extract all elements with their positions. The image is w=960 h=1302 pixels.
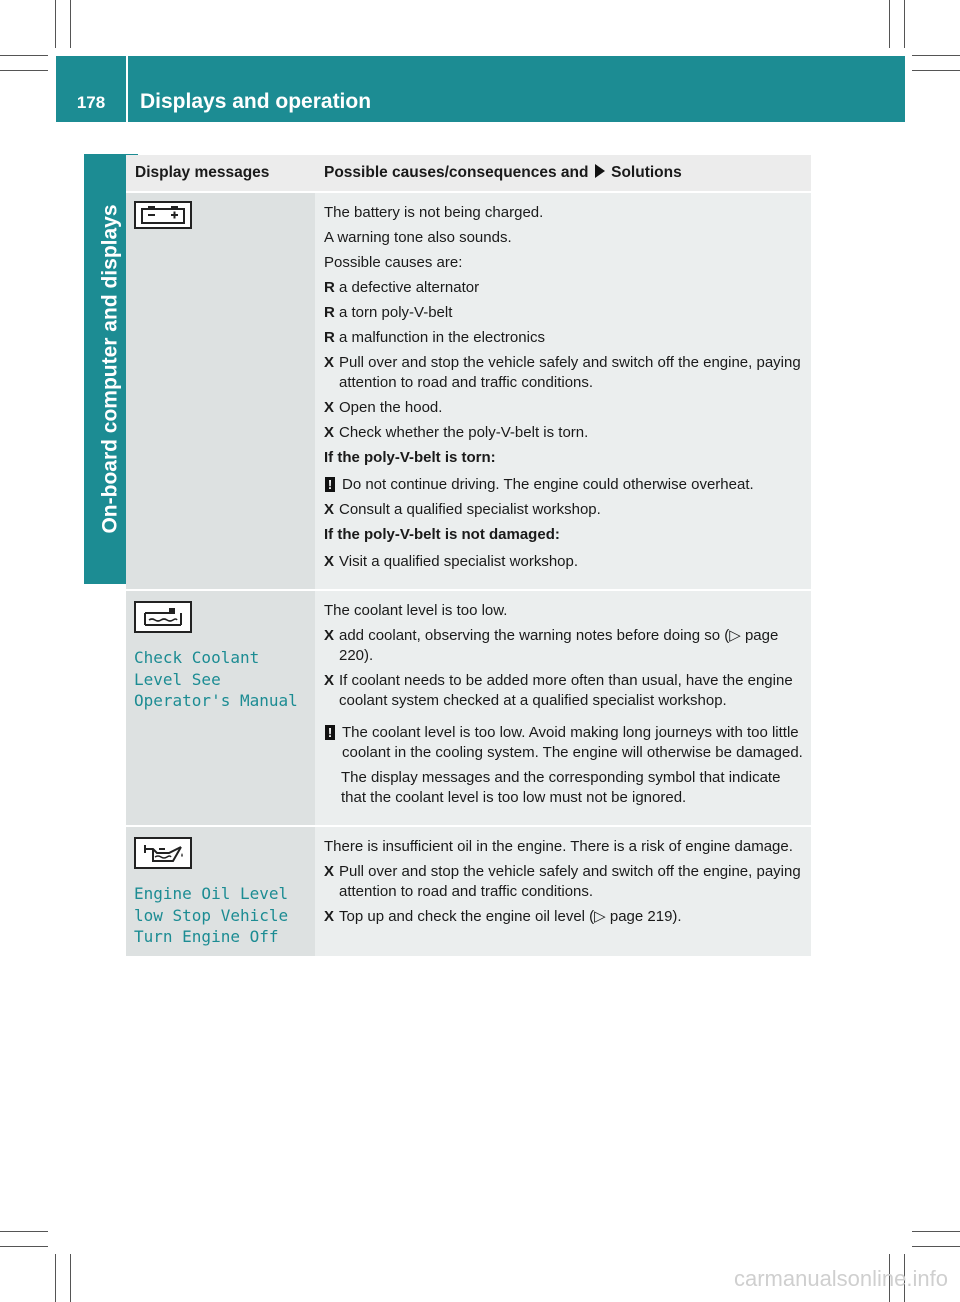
warning-note	[324, 475, 803, 495]
table-header-row	[126, 155, 811, 192]
step-marker: X	[324, 399, 335, 416]
engine-oil-icon	[134, 837, 192, 869]
step-text: Check whether the poly-V-belt is torn.	[339, 424, 589, 441]
condition-heading: If the poly-V-belt is not damaged:	[324, 526, 560, 543]
bullet-marker: R	[324, 329, 335, 346]
step-item	[324, 398, 803, 418]
bullet-item	[324, 278, 803, 298]
crop-mark	[55, 1254, 56, 1302]
crop-mark	[912, 1246, 960, 1247]
step-marker: X	[324, 863, 335, 880]
coolant-level-icon	[134, 601, 192, 633]
step-text: Pull over and stop the vehicle safely and switch off the engine, paying attention to road and traffic conditions.	[339, 354, 801, 391]
step-marker: X	[324, 627, 335, 644]
bullet-text: a defective alternator	[339, 279, 480, 296]
crop-mark	[889, 0, 890, 48]
crop-mark	[912, 70, 960, 71]
table-row	[126, 826, 811, 956]
step-item	[324, 671, 803, 711]
step-item	[324, 353, 803, 393]
table-row	[126, 192, 811, 590]
solutions-cell	[315, 826, 811, 956]
crop-mark	[70, 1254, 71, 1302]
side-tab-label: On-board computer and displays	[99, 204, 122, 534]
step-marker: X	[324, 501, 335, 518]
step-marker: X	[324, 354, 335, 371]
text-line: There is insufficient oil in the engine. There is a risk of engine damage.	[324, 838, 793, 855]
crop-mark	[0, 55, 48, 56]
crop-mark	[912, 55, 960, 56]
text-line: Possible causes are:	[324, 254, 463, 271]
condition-heading: If the poly-V-belt is torn:	[324, 449, 496, 466]
bullet-text: a torn poly-V-belt	[339, 304, 453, 321]
display-message-text: Check Coolant Level See Operator's Manual	[134, 648, 298, 710]
warning-icon: !	[325, 477, 335, 492]
warning-text: Do not continue driving. The engine could otherwise overheat.	[342, 476, 754, 493]
step-text: add coolant, observing the warning notes before doing so (▷ page 220).	[339, 627, 779, 664]
step-item	[324, 500, 803, 520]
display-message-cell	[126, 590, 315, 826]
arrow-right-icon	[595, 164, 605, 178]
crop-mark	[0, 1246, 48, 1247]
step-text: Consult a qualified specialist workshop.	[339, 501, 601, 518]
step-item	[324, 423, 803, 443]
step-text: If coolant needs to be added more often than usual, have the engine coolant system checked at a qualified specialist workshop.	[339, 672, 793, 709]
warning-note	[324, 723, 803, 763]
crop-mark	[0, 1231, 48, 1232]
step-text: Top up and check the engine oil level (▷ page 219).	[339, 908, 682, 925]
step-marker: X	[324, 553, 335, 570]
column-header-causes-solutions	[315, 155, 811, 192]
warning-text: The coolant level is too low. Avoid making long journeys with too little coolant in the cooling system. The engine will otherwise be damaged.	[342, 724, 803, 761]
solutions-cell	[315, 590, 811, 826]
column-header-display-messages: Display messages	[126, 155, 315, 192]
step-item	[324, 626, 803, 666]
step-item	[324, 552, 803, 572]
display-message-cell	[126, 192, 315, 590]
display-message-text: Engine Oil Level low Stop Vehicle Turn Engine Off	[134, 884, 289, 946]
warning-icon: !	[325, 725, 335, 740]
display-message-cell	[126, 826, 315, 956]
step-marker: X	[324, 672, 335, 689]
crop-mark	[55, 0, 56, 48]
bullet-marker: R	[324, 304, 335, 321]
text-line: The coolant level is too low.	[324, 602, 508, 619]
watermark: carmanualsonline.info	[733, 1266, 948, 1291]
step-marker: X	[324, 908, 335, 925]
crop-mark	[70, 0, 71, 48]
text-line: The battery is not being charged.	[324, 204, 544, 221]
crop-mark	[0, 70, 48, 71]
step-text: Open the hood.	[339, 399, 443, 416]
text-line: A warning tone also sounds.	[324, 229, 512, 246]
step-item	[324, 907, 803, 927]
warning-text-continued: The display messages and the corresponding symbol that indicate that the coolant level is too low must not be ignored.	[341, 769, 781, 806]
section-title: Displays and operation	[140, 90, 372, 113]
bullet-marker: R	[324, 279, 335, 296]
step-item	[324, 862, 803, 902]
page-number: 178	[76, 93, 106, 112]
battery-icon	[134, 201, 192, 229]
bullet-text: a malfunction in the electronics	[339, 329, 545, 346]
crop-mark	[912, 1231, 960, 1232]
bullet-item	[324, 303, 803, 323]
step-text: Visit a qualified specialist workshop.	[339, 553, 579, 570]
column-header-prefix: Possible causes/consequences and	[324, 164, 589, 181]
solutions-cell	[315, 192, 811, 590]
table-row	[126, 590, 811, 826]
step-marker: X	[324, 424, 335, 441]
display-messages-table	[126, 155, 811, 956]
step-text: Pull over and stop the vehicle safely and switch off the engine, paying attention to road and traffic conditions.	[339, 863, 801, 900]
column-header-suffix: Solutions	[611, 164, 682, 181]
crop-mark	[904, 0, 905, 48]
bullet-item	[324, 328, 803, 348]
